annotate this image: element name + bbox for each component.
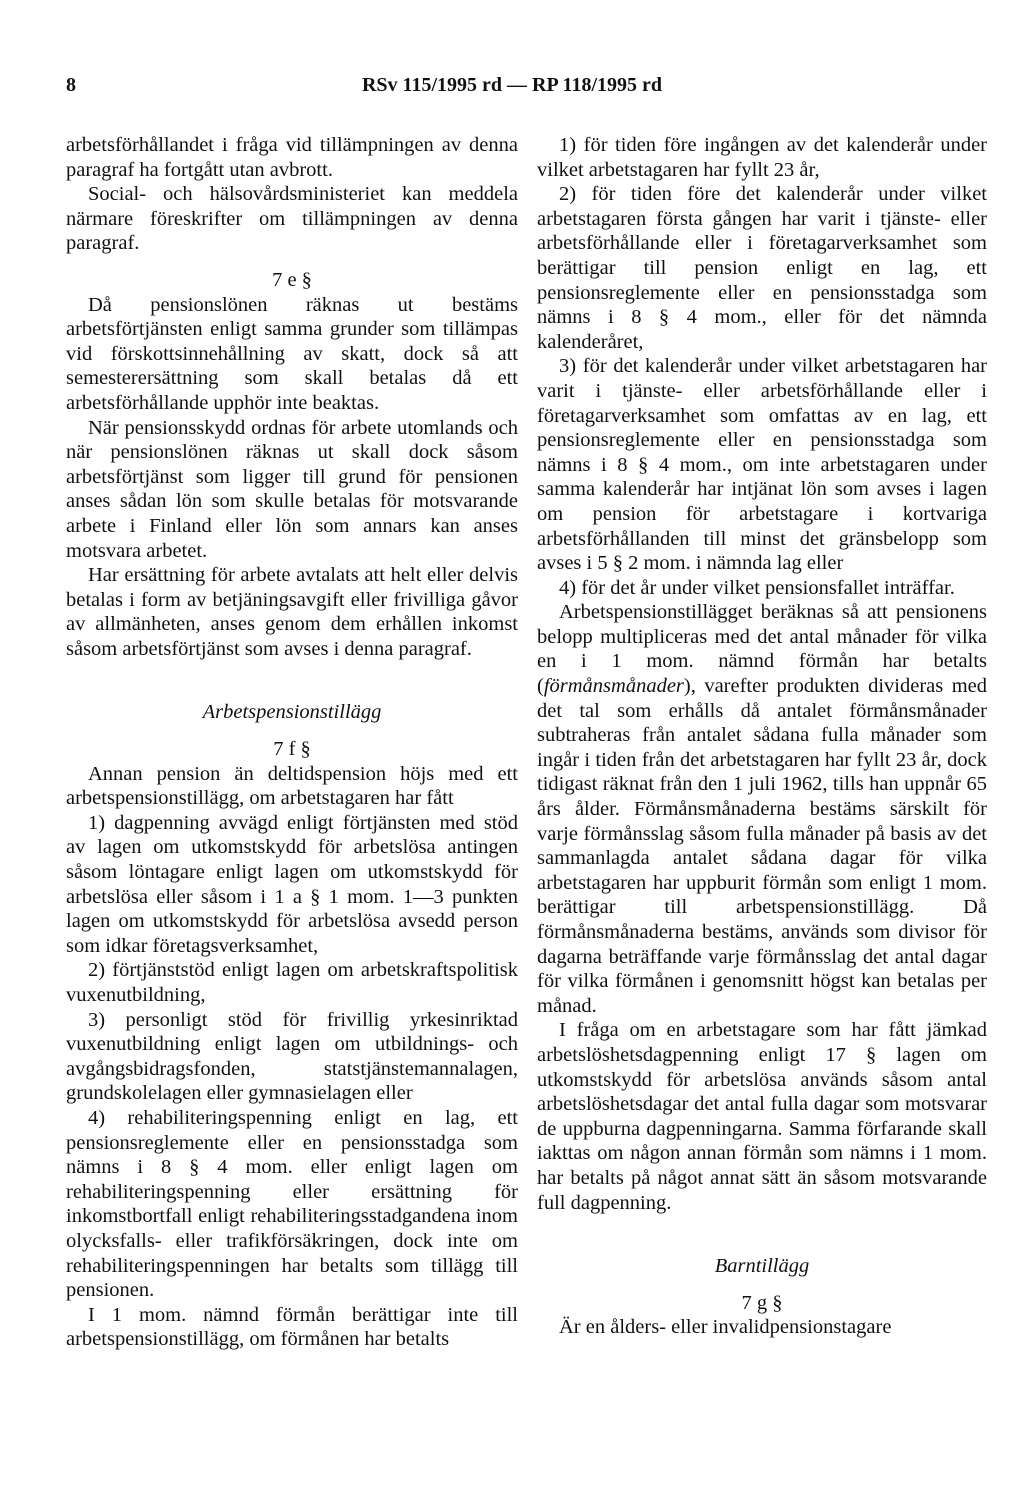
paragraph-adjusted-allowance: I fråga om en arbetstagare som har fått jämkad arbetslöshetsdagpenning enligt 17 § lagen om utkomstskydd för arbetslösa används såsom antal arbetslöshetsdagar det antal fulla dagar som motsvarar de uppburna dagpenningarna. Samma förfarande skall iakttas om någon annan förmån som nämns i 1 mom. har betalts på något annat sätt än såsom motsvarande full dagpenning.	[537, 1019, 987, 1214]
list-item-r-3: 3) för det kalenderår under vilket arbetstagaren har varit i tjänste- eller arbetsförhållande eller i företagarverksamhet som omfattas av en lag, ett pensionsreglemente eller en pensionsstadga som nämns i 8 § 4 mom., om inte arbetstagaren under samma kalenderår har intjänat lön som avses i lagen om pension för arbetstagare i kortvariga arbetsförhållanden till minst det gränsbelopp som avses i 5 § 2 mom. i nämnda lag eller	[537, 355, 987, 575]
paragraph-continuation: arbetsförhållandet i fråga vid tillämpningen av denna paragraf ha fortgått utan avbrott.	[66, 134, 518, 181]
paragraph-7e-3: Har ersättning för arbete avtalats att helt eller delvis betalas i form av betjäningsavgift eller frivilliga gåvor av allmänheten, anses genom dem erhållen inkomst såsom arbetsförtjänst som avses i denna paragraf.	[66, 564, 518, 660]
list-item-7f-1: 1) dagpenning avvägd enligt förtjänsten med stöd av lagen om utkomstskydd för arbetslösa antingen såsom löntagare enligt lagen om utkomstskydd för arbetslösa eller såsom i 1 a § 1 mom. 1—3 punkten lagen om utkomstskydd för arbetslösa avsedd person som idkar företagsverksamhet,	[66, 811, 518, 957]
list-item-r-2: 2) för tiden före det kalenderår under vilket arbetstagaren första gången har varit i tjänste- eller arbetsförhållande eller i företagarverksamhet som berättigar till pension enligt en lag, ett pensionsreglemente eller en pensionsstadga som nämns i 8 § 4 mom., eller för det nämnda kalenderåret,	[537, 183, 987, 353]
heading-arbetspensionstillagg: Arbetspensionstillägg	[202, 701, 382, 724]
list-item-7f-2: 2) förtjänststöd enligt lagen om arbetskraftspolitisk vuxenutbildning,	[66, 959, 518, 1006]
list-item-7f-4: 4) rehabiliteringspenning enligt en lag, ett pensionsreglemente eller en pensionsstadga som nämns i 8 § 4 mom. eller enligt lagen om rehabiliteringspenning eller ersättning för inkomstbortfall enligt rehabiliteringsstadgandena inom olycksfalls- eller trafikförsäkringen, dock inte om rehabiliteringspenningen har betalts som tillägg till pensionen.	[66, 1106, 518, 1302]
calculation-text-b: ), varefter produkten divideras med det tal som erhålls då antalet förmånsmånader subtraheras från antalet sådana fulla månader som ingår i tiden från det arbetstagaren har fyllt 23 år, dock tidigast räknat från den 1 juli 1962, tills han uppnår 65 års ålder. Förmånsmånaderna bestäms särskilt för varje förmånsslag såsom fulla månader på basis av det sammanlagda antalet sådana dagar för vilka arbetstagaren har uppburit förmån som enligt 1 mom. berättigar till arbetspensionstillägg. Då förmånsmånaderna bestäms, används som divisor för dagarna beträffande varje förmånsslag det antal dagar för vilka förmånen i genomsnitt högst kan betalas per månad.	[537, 675, 987, 1017]
running-head: RSv 115/1995 rd — RP 118/1995 rd	[361, 74, 663, 96]
page-number: 8	[66, 74, 76, 96]
list-item-r-4: 4) för det år under vilket pensionsfallet inträffar.	[559, 576, 955, 599]
paragraph-7f-2: I 1 mom. nämnd förmån berättigar inte till arbetspensionstillägg, om förmånen har betalts	[66, 1303, 518, 1351]
paragraph-7f-intro: Annan pension än deltidspension höjs med ett arbetspensionstillägg, om arbetstagaren har fått	[66, 762, 518, 810]
section-7g-title: 7 g §	[741, 1291, 783, 1314]
section-7f-title: 7 f §	[273, 738, 311, 761]
paragraph-7e-2: När pensionsskydd ordnas för arbete utomlands och när pensionslönen räknas ut skall dock såsom arbetsförtjänst som ligger till grund för pensionen anses sådan lön som skulle betalas för motsvarande arbete i Finland eller lön som annars kan anses motsvara arbetet.	[66, 416, 518, 562]
right-column	[537, 133, 987, 1340]
paragraph-7e-1: Då pensionslönen räknas ut bestäms arbetsförtjänsten enligt samma grunder som tillämpas vid förskottsinnehållning av skatt, dock så att semesterersättning som skall betalas då ett arbetsförhållande upphör inte beaktas.	[66, 293, 518, 414]
section-7e-title: 7 e §	[272, 268, 312, 291]
term-formansmanader: förmånsmånader	[543, 675, 684, 698]
list-item-7f-3: 3) personligt stöd för frivillig yrkesinriktad vuxenutbildning enligt lagen om utbildnings- och avgångsbidragsfonden, statstjänstemannalagen, grundskolelagen eller gymnasielagen eller	[66, 1008, 518, 1105]
list-item-r-1: 1) för tiden före ingången av det kalenderår under vilket arbetstagaren har fyllt 23 år,	[537, 134, 987, 181]
left-column	[66, 133, 518, 1352]
paragraph-7g-1: Är en ålders- eller invalidpensionstagare	[559, 1316, 892, 1339]
calculation-text-a: Arbetspensionstillägget beräknas så att pensionens belopp multipliceras med det antal månader för vilka en i 1 mom. nämnd förmån har betalts (	[537, 601, 987, 698]
heading-barntillagg: Barntillägg	[714, 1255, 810, 1278]
paragraph-ministry-regulations: Social- och hälsovårdsministeriet kan meddela närmare föreskrifter om tillämpningen av denna paragraf.	[66, 183, 518, 255]
paragraph-calculation	[537, 600, 987, 1018]
